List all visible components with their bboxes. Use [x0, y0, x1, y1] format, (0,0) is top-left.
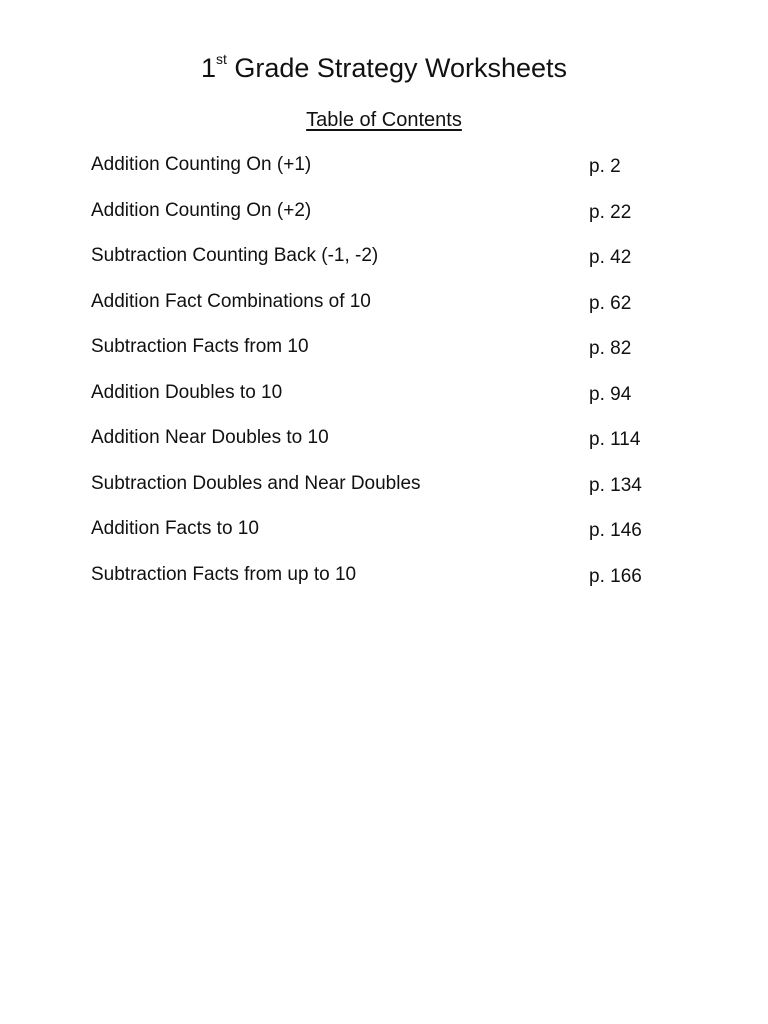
toc-entry-page: p. 2 — [589, 156, 621, 177]
toc-entry — [91, 561, 691, 607]
subtitle-text: Table of Contents — [306, 109, 462, 131]
toc-entry-title: Addition Counting On (+2) — [91, 199, 312, 221]
toc-entry-page: p. 134 — [589, 474, 642, 496]
toc-entry-title: Subtraction Counting Back (-1, -2) — [91, 245, 379, 266]
title-number: 1 — [200, 53, 216, 83]
toc-entry-title: Addition Fact Combinations of 10 — [91, 290, 371, 312]
toc-entry-title: Subtraction Facts from up to 10 — [91, 563, 357, 585]
title-superscript: st — [215, 51, 227, 67]
toc-entry-page: p. 94 — [589, 383, 632, 405]
toc-entry-title: Addition Doubles to 10 — [91, 381, 283, 403]
toc-entry — [91, 379, 691, 425]
toc-entry-page: p. 114 — [589, 429, 641, 450]
toc-entry-page: p. 146 — [589, 520, 642, 541]
title-text: Grade Strategy Worksheets — [226, 53, 568, 83]
toc-entry-page: p. 82 — [589, 338, 632, 359]
toc-entry-title: Subtraction Doubles and Near Doubles — [91, 472, 421, 494]
toc-entry-page: p. 62 — [589, 292, 632, 314]
toc-entry — [91, 424, 691, 470]
toc-entry — [91, 242, 691, 288]
toc-entry — [91, 515, 691, 561]
table-of-contents — [91, 151, 691, 606]
toc-entry — [91, 288, 691, 334]
toc-entry — [91, 151, 691, 197]
toc-entry-title: Addition Facts to 10 — [91, 518, 259, 539]
toc-entry-page: p. 22 — [589, 201, 632, 223]
toc-entry-title: Addition Counting On (+1) — [91, 154, 312, 175]
table-of-contents-heading — [0, 106, 768, 134]
toc-entry-page: p. 42 — [589, 247, 632, 268]
page-title — [0, 50, 768, 86]
toc-entry — [91, 333, 691, 379]
toc-entry-title: Subtraction Facts from 10 — [91, 336, 309, 357]
toc-entry-title: Addition Near Doubles to 10 — [91, 427, 329, 448]
toc-entry-page: p. 166 — [589, 565, 642, 587]
toc-entry — [91, 197, 691, 243]
toc-entry — [91, 470, 691, 516]
